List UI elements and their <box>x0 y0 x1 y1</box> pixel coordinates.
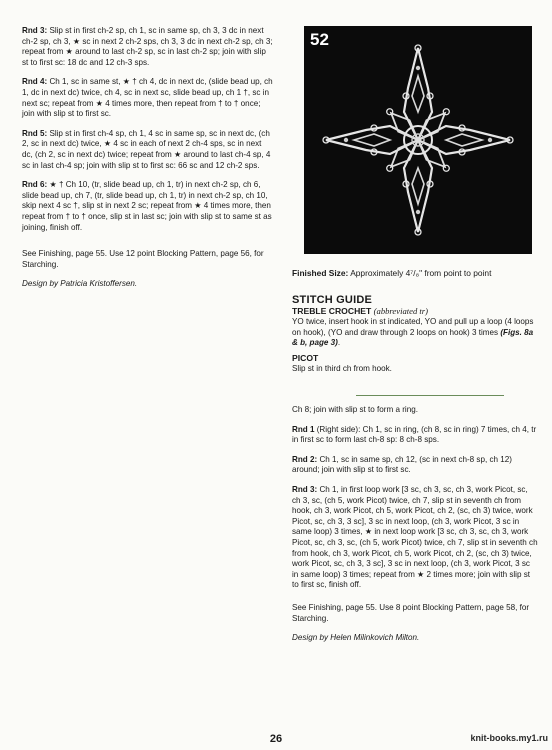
right-rnd1-side: (Right side): <box>316 424 361 434</box>
left-designer: Design by Patricia Kristoffersen. <box>22 279 138 289</box>
right-finishing: See Finishing, page 55. Use 8 point Blocking Pattern, page 58, for Starching. <box>292 602 530 623</box>
left-rnd5-text: Slip st in first ch-4 sp, ch 1, 4 sc in same sp, sc in next dc, (ch 2, sc in next dc) twice, ★ 4 sc in each of next 2 ch-4 sps, sc in next dc, (ch 2, sc in next dc) twice; repeat from ★ around to last ch-4 sp, 4 sc in last ch-4 sp; join with slip st to first sc: 66 sc and 12 ch-2 sps. <box>22 128 271 170</box>
treble-crochet-abbr: (abbreviated tr) <box>373 306 428 316</box>
pattern-number: 52 <box>310 30 329 49</box>
snowflake-photo <box>304 26 532 254</box>
left-rnd4 <box>22 77 274 119</box>
left-rnd6 <box>22 180 274 233</box>
right-rnd3-label: Rnd 3: <box>292 484 318 494</box>
left-rnd6-label: Rnd 6: <box>22 180 48 190</box>
right-rnd1 <box>292 425 538 446</box>
treble-crochet-heading <box>292 306 538 316</box>
treble-crochet-instructions: YO twice, insert hook in st indicated, YO and pull up a loop (4 loops on hook), (YO and draw through 2 loops on hook) 3 times <box>292 317 534 337</box>
treble-crochet-figure-ref: (Figs. 8a & b, page 3) <box>292 327 534 348</box>
picot-text: Slip st in third ch from hook. <box>292 363 392 373</box>
right-rnd3 <box>292 485 538 591</box>
left-rnd3-text: Slip st in first ch-2 sp, ch 1, sc in same sp, ch 3, 3 dc in next ch-2 sp, ch 3, ★ sc in next 2 ch-2 sps, ch 3, 3 dc in next ch-2 sp, ch 3; repeat from ★ around to last ch-2 sp, sc in last ch-2 sp; join with slip st to first sc: 18 dc and 12 ch-3 sps. <box>22 26 273 67</box>
left-rnd4-text: Ch 1, sc in same st, ★ † ch 4, dc in next dc, (slide bead up, ch 1, dc in next dc) twice, ch 4, sc in next sc, slide bead up, ch 1 †, sc in next sc; repeat from ★ 4 times more, then repeat from † to † once; join with slip st to first sc. <box>22 77 273 119</box>
left-rnd4-label: Rnd 4: <box>22 77 48 87</box>
stitch-guide <box>292 294 538 383</box>
treble-crochet-text: YO twice, insert hook in st indicated, YO and pull up a loop (4 loops on hook), (YO and draw through 2 loops on hook) 3 times (Figs. 8a & b, page 3). <box>292 317 534 348</box>
left-rnd5-label: Rnd 5: <box>22 128 48 138</box>
right-rnd2 <box>292 455 538 476</box>
snowflake-image <box>304 26 532 254</box>
right-rnd2-text: Ch 1, sc in same sp, ch 12, (sc in next ch-8 sp, ch 12) around; join with slip st to first sc. <box>292 454 512 475</box>
right-rnd2-label: Rnd 2: <box>292 454 318 464</box>
foundation-chain: Ch 8; join with slip st to form a ring. <box>292 405 418 414</box>
left-rnd6-text: ★ † Ch 10, (tr, slide bead up, ch 1, tr) in next ch-2 sp, ch 6, slide bead up, ch 7, (tr, slide bead up, ch 1, tr) in next ch-2 sp, ch 10, skip next 4 sc †, slip st in next 2 sc; repeat from ★ 4 times more, then repeat from † to † once, slip st in last sc; join with slip st to same st as joining, finish off. <box>22 180 272 232</box>
left-column <box>22 26 274 299</box>
left-rnd5 <box>22 129 274 171</box>
right-rnd1-label: Rnd 1 <box>292 424 315 434</box>
left-rnd3 <box>22 26 274 68</box>
right-rnd3-text: Ch 1, in first loop work [3 sc, ch 3, sc, ch 3, work Picot, sc, ch 3, sc, (ch 5, work Picot) twice, ch 7, slip st in seventh ch from hook, ch 3, work Picot, ch 5, work Picot, ch 2, (sc, ch 3) twice, work Picot, sc, ch 3, 3 sc], 3 sc in next loop, (ch 3, work Picot, 3 sc in same loop) 3 times, ★ in next loop work [3 sc, ch 3, sc, ch 3, work Picot, sc, ch 3, sc, (ch 5, work Picot) twice, ch 7, slip st in seventh ch from hook, ch 3, work Picot, ch 5, work Picot, ch 2, (sc, ch 3) twice, work Picot, sc, ch 3, 3 sc], 3 sc in next loop, (ch 3, work Picot, 3 sc in same loop) 3 times; repeat from ★ 2 times more; join with slip st to first sc, finish off. <box>292 484 538 590</box>
finished-size <box>292 268 538 288</box>
right-rnd1-text: Ch 1, sc in ring, (ch 8, sc in ring) 7 times, ch 4, tr in first sc to form last ch-8 sp: 8 ch-8 sps. <box>292 424 537 445</box>
finished-size-label: Finished Size: <box>292 268 349 278</box>
divider-rule <box>356 395 504 396</box>
treble-crochet-title: TREBLE CROCHET <box>292 306 372 316</box>
finished-size-value: Approximately 4⁷/₈" from point to point <box>350 268 492 278</box>
left-rnd3-label: Rnd 3: <box>22 26 48 35</box>
stitch-guide-title: STITCH GUIDE <box>292 294 373 306</box>
picot-title: PICOT <box>292 352 319 363</box>
right-designer: Design by Helen Milinkovich Milton. <box>292 633 420 643</box>
page-number: 26 <box>269 733 283 745</box>
watermark: knit-books.my1.ru <box>470 733 548 743</box>
left-finishing: See Finishing, page 55. Use 12 point Blocking Pattern, page 56, for Starching. <box>22 249 264 269</box>
right-instructions <box>292 405 538 653</box>
